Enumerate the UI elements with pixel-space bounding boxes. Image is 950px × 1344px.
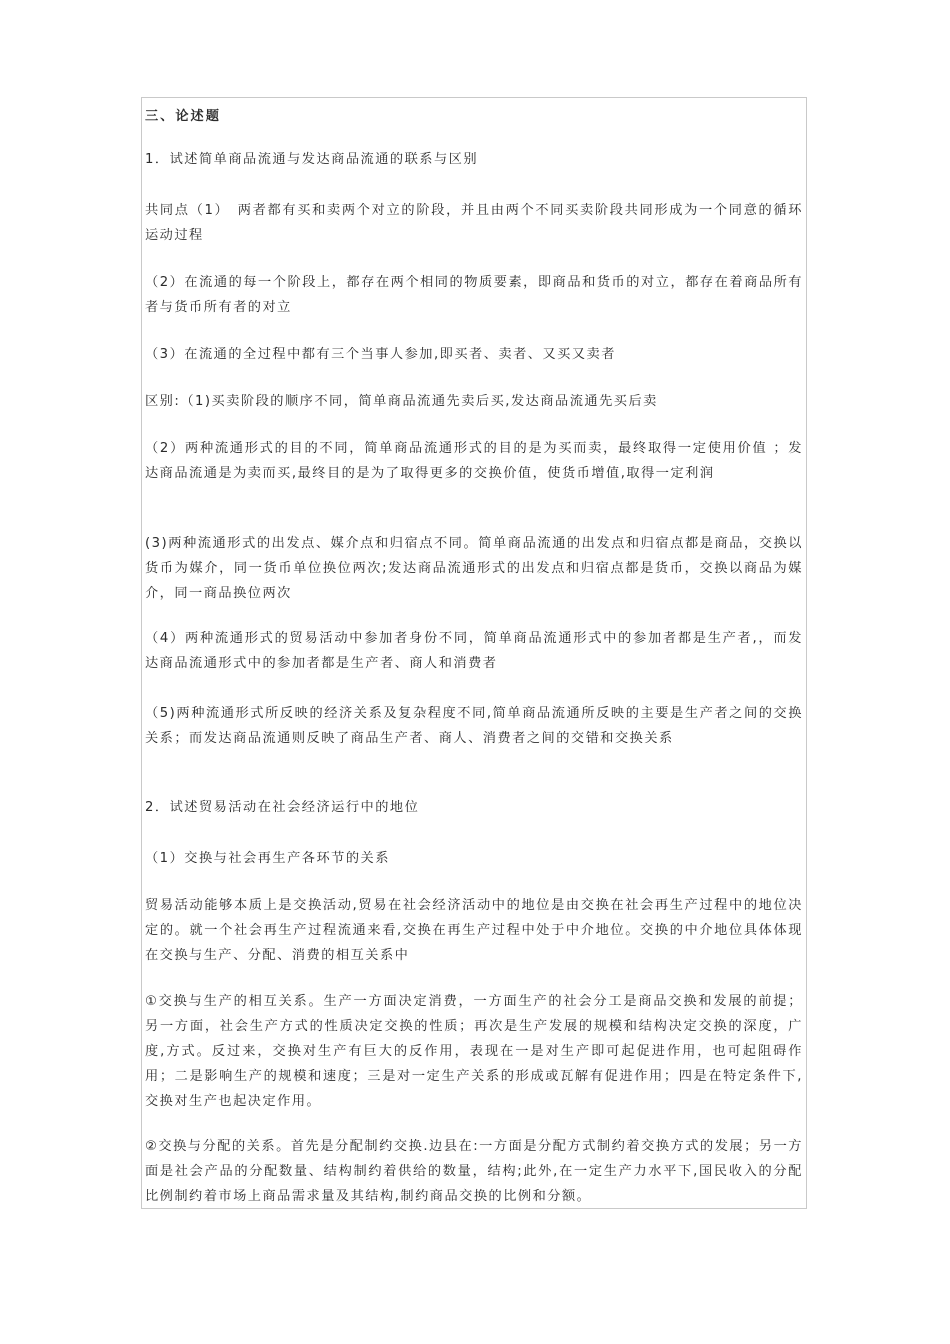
q2-paragraph-1: 贸易活动能够本质上是交换活动,贸易在社会经济活动中的地位是由交换在社会再生产过程中的地位决定的。就一个社会再生产过程流通来看,交换在再生产过程中处于中介地位。交换的中介地位具体体现在交换与生产、分配、消费的相互关系中 (145, 898, 803, 963)
q1-difference-1: 区别:（1)买卖阶段的顺序不同，简单商品流通先卖后买,发达商品流通先买后卖 (145, 394, 658, 409)
q1-common-point-3: （3）在流通的全过程中都有三个当事人参加,即买者、卖者、又买又卖者 (145, 347, 616, 362)
section-title: 三、论述题 (145, 109, 221, 124)
q2-subheading-1: （1）交换与社会再生产各环节的关系 (145, 851, 390, 866)
q1-difference-3: (3)两种流通形式的出发点、媒介点和归宿点不同。简单商品流通的出发点和归宿点都是商品，交换以货币为媒介，同一货币单位换位两次;发达商品流通形式的出发点和归宿点都是货币，交换以商品为媒介，同一商品换位两次 (145, 536, 803, 601)
document-page (141, 97, 807, 1209)
q1-common-point-2: （2）在流通的每一个阶段上，都存在两个相同的物质要素，即商品和货币的对立，都存在着商品所有者与货币所有者的对立 (145, 275, 803, 315)
question-1-title: 1．试述简单商品流通与发达商品流通的联系与区别 (145, 152, 479, 167)
q1-difference-4: （4）两种流通形式的贸易活动中参加者身份不同，简单商品流通形式中的参加者都是生产者,，而发达商品流通形式中的参加者都是生产者、商人和消费者 (145, 631, 803, 671)
q2-paragraph-2: ①交换与生产的相互关系。生产一方面决定消费，一方面生产的社会分工是商品交换和发展的前提；另一方面，社会生产方式的性质决定交换的性质；再次是生产发展的规模和结构决定交换的深度，广度,方式。反过来，交换对生产有巨大的反作用，表现在一是对生产即可起促进作用，也可起阻碍作用；二是影响生产的规模和速度；三是对一定生产关系的形成或瓦解有促进作用；四是在特定条件下,交换对生产也起决定作用。 (145, 994, 803, 1109)
question-2-title: 2．试述贸易活动在社会经济运行中的地位 (145, 800, 420, 815)
q1-difference-2: （2）两种流通形式的目的不同，简单商品流通形式的目的是为买而卖，最终取得一定使用价值 ；发达商品流通是为卖而买,最终目的是为了取得更多的交换价值，使货币增值,取得一定利润 (145, 441, 803, 481)
q2-paragraph-3: ②交换与分配的关系。首先是分配制约交换.边县在:一方面是分配方式制约着交换方式的发展；另一方面是社会产品的分配数量、结构制约着供给的数量，结构;此外,在一定生产力水平下,国民收入的分配比例制约着市场上商品需求量及其结构,制约商品交换的比例和分额。 (145, 1139, 803, 1204)
q1-difference-5: （5)两种流通形式所反映的经济关系及复杂程度不同,简单商品流通所反映的主要是生产者之间的交换关系；而发达商品流通则反映了商品生产者、商人、消费者之间的交错和交换关系 (145, 706, 803, 746)
q1-common-point-1: 共同点（1） 两者都有买和卖两个对立的阶段，并且由两个不同买卖阶段共同形成为一个同意的循环运动过程 (145, 203, 803, 243)
